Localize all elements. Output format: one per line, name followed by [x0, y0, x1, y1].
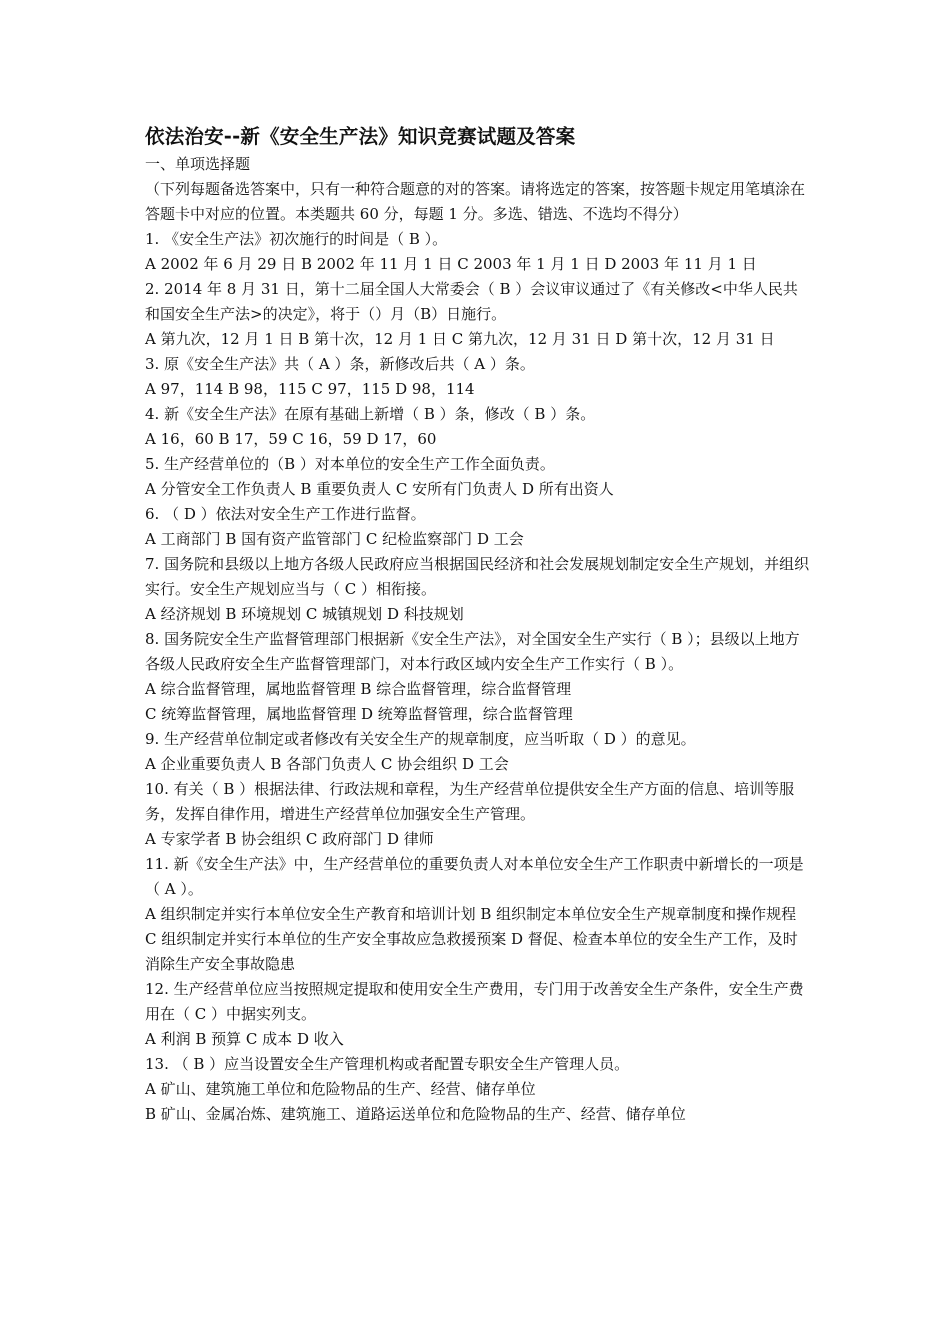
text-line: A 16，60 B 17，59 C 16，59 D 17，60: [145, 430, 437, 448]
text-line: A 97，114 B 98，115 C 97，115 D 98，114: [145, 380, 475, 398]
text-line: A 工商部门 B 国有资产监管部门 C 纪检监察部门 D 工会: [145, 530, 524, 548]
text-line: 5. 生产经营单位的（B ）对本单位的安全生产工作全面负责。: [145, 455, 555, 473]
text-line: 10. 有关（ B ）根据法律、行政法规和章程，为生产经营单位提供安全生产方面的信息、培训等服务，发挥自律作用，增进生产经营单位加强安全生产管理。: [145, 780, 795, 823]
text-line: 9. 生产经营单位制定或者修改有关安全生产的规章制度，应当听取（ D ）的意见。: [145, 730, 696, 748]
text-line: B 矿山、金属冶炼、建筑施工、道路运送单位和危险物品的生产、经营、储存单位: [145, 1105, 686, 1123]
text-line: A 专家学者 B 协会组织 C 政府部门 D 律师: [145, 830, 434, 848]
text-line: 1. 《安全生产法》初次施行的时间是（ B ）。: [145, 230, 448, 248]
text-line: 2. 2014 年 8 月 31 日，第十二届全国人大常委会（ B ）会议审议通过了《有关修改<中华人民共和国安全生产法>的决定》，将于（）月（B）日施行。: [145, 280, 798, 323]
text-line: A 第九次，12 月 1 日 B 第十次，12 月 1 日 C 第九次，12 月 31 日 D 第十次，12 月 31 日: [145, 330, 775, 348]
document-page: [145, 122, 810, 1127]
document-title: 依法治安--新《安全生产法》知识竞赛试题及答案: [145, 125, 576, 148]
document-body: [145, 152, 810, 1127]
text-line: C 统筹监督管理，属地监督管理 D 统筹监督管理，综合监督管理: [145, 705, 573, 723]
text-line: 一、单项选择题: [145, 155, 251, 173]
text-line: A 利润 B 预算 C 成本 D 收入: [145, 1030, 344, 1048]
text-line: 12. 生产经营单位应当按照规定提取和使用安全生产费用，专门用于改善安全生产条件，安全生产费用在（ C ）中据实列支。: [145, 980, 804, 1023]
text-line: A 综合监督管理，属地监督管理 B 综合监督管理，综合监督管理: [145, 680, 572, 698]
text-line: A 组织制定并实行本单位安全生产教育和培训计划 B 组织制定本单位安全生产规章制度和操作规程: [145, 905, 797, 923]
text-line: A 矿山、建筑施工单位和危险物品的生产、经营、储存单位: [145, 1080, 536, 1098]
text-line: 4. 新《安全生产法》在原有基础上新增（ B ）条，修改（ B ）条。: [145, 405, 596, 423]
text-line: 6. （ D ）依法对安全生产工作进行监督。: [145, 505, 426, 523]
text-line: 7. 国务院和县级以上地方各级人民政府应当根据国民经济和社会发展规划制定安全生产规划，并组织实行。安全生产规划应当与（ C ）相衔接。: [145, 555, 810, 598]
text-line: 8. 国务院安全生产监督管理部门根据新《安全生产法》，对全国安全生产实行（ B ）；县级以上地方各级人民政府安全生产监督管理部门，对本行政区域内安全生产工作实行（ B ）。: [145, 630, 800, 673]
text-line: 13. （ B ）应当设置安全生产管理机构或者配置专职安全生产管理人员。: [145, 1055, 630, 1073]
text-line: A 企业重要负责人 B 各部门负责人 C 协会组织 D 工会: [145, 755, 509, 773]
text-line: （下列每题备选答案中，只有一种符合题意的对的答案。请将选定的答案，按答题卡规定用笔填涂在答题卡中对应的位置。本类题共 60 分，每题 1 分。多选、错选、不选均不得分）: [145, 180, 806, 223]
text-line: 11. 新《安全生产法》中，生产经营单位的重要负责人对本单位安全生产工作职责中新增长的一项是（ A ）。: [145, 855, 804, 898]
text-line: 3. 原《安全生产法》共（ A ）条，新修改后共（ A ）条。: [145, 355, 535, 373]
text-line: A 2002 年 6 月 29 日 B 2002 年 11 月 1 日 C 2003 年 1 月 1 日 D 2003 年 11 月 1 日: [145, 255, 757, 273]
text-line: A 经济规划 B 环境规划 C 城镇规划 D 科技规划: [145, 605, 464, 623]
text-line: C 组织制定并实行本单位的生产安全事故应急救援预案 D 督促、检查本单位的安全生产工作，及时消除生产安全事故隐患: [145, 930, 798, 973]
text-line: A 分管安全工作负责人 B 重要负责人 C 安所有门负责人 D 所有出资人: [145, 480, 614, 498]
